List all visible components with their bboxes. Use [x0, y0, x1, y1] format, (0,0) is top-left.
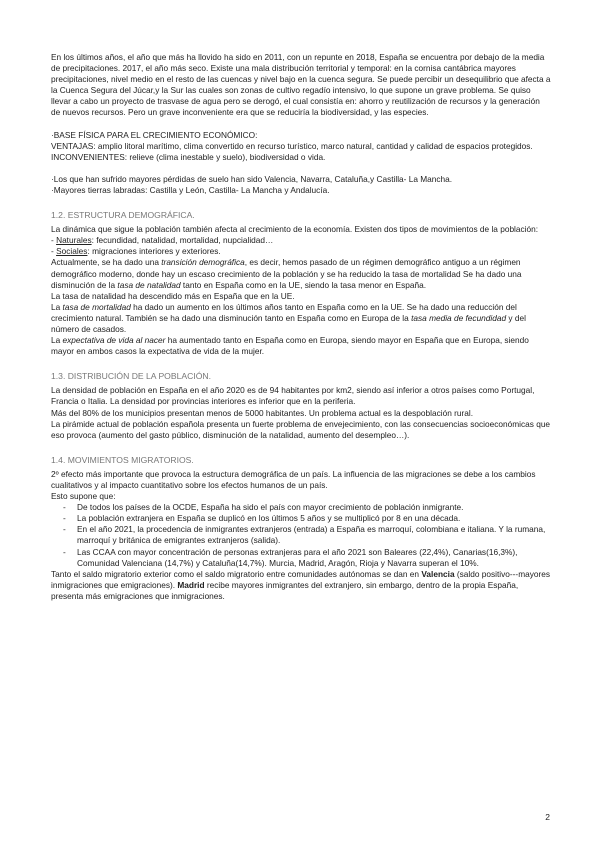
list-item: - En el año 2021, la procedencia de inmigrantes extranjeros (entrada) a España es marroquí, colombiana e italiana. Y la rumana, marroquí y británica de emigrantes extranjeros (salida).: [51, 524, 551, 546]
text-run: recibe mayores inmigrantes del extranjero, sin embargo, dentro de la propia España, presenta más emigraciones que inmigraciones.: [51, 579, 519, 601]
section-1-4-heading: 1.4. MOVIMIENTOS MIGRATORIOS.: [51, 454, 194, 465]
s12-intro: La dinámica que sigue la población también afecta al crecimiento de la economía. Existen dos tipos de movimientos de la población:: [51, 224, 539, 235]
s12-mortalidad: [51, 302, 551, 335]
perdidas-line: ·Los que han sufrido mayores pérdidas de suelo han sido Valencia, Navarra, Cataluña,y Castilla- La Mancha.: [51, 173, 453, 184]
section-1-2-heading: 1.2. ESTRUCTURA DEMOGRÁFICA.: [51, 210, 195, 221]
s12-natalidad: La tasa de natalidad ha descendido más en España que en la UE.: [51, 290, 295, 301]
text-run: tanto en España como en la UE, siendo la tasa menor en España.: [180, 279, 426, 290]
text-run: , es decir, hemos pasado de un régimen demográfico antiguo a un régimen demográfico moderno, donde hay un escaso crecimiento de la población y se ha reducido la tasa de mortalidad Se ha dado una disminución de la: [51, 257, 522, 290]
document-body: [51, 52, 551, 602]
list-item: - De todos los países de la OCDE, España ha sido el país con mayor crecimiento de población inmigrante.: [51, 502, 551, 513]
s13-densidad: La densidad de población en España en el año 2020 es de 94 habitantes por km2, siendo así inferior a otros países como Portugal, Francia o Italia. La densidad por provincias interiores es inferior que en la periferia.: [51, 385, 535, 407]
s13-municipios: Más del 80% de los municipios presentan menos de 5000 habitantes. Un problema actual es la despoblación rural.: [51, 407, 474, 418]
s14-intro: 2º efecto más importante que provoca la estructura demográfica de un país. La influencia de las migraciones se debe a los cambios cualitativos y al impacto cuantitativo sobre los efectos humanos de un país.: [51, 468, 536, 490]
page-number: 2: [545, 812, 550, 822]
bold-term: Madrid: [177, 579, 205, 590]
list-item: - La población extranjera en España se duplicó en los últimos 5 años y se multiplicó por 8 en una década.: [51, 513, 551, 524]
text-run: Actualmente, se ha dado una: [51, 257, 162, 268]
text-run: ha aumentado tanto en España como en Europa, siendo mayor en España que en Europa, siendo mayor en ambos casos la expectativa de vida de la mujer.: [51, 335, 529, 357]
emphasis: expectativa de vida al nacer: [62, 335, 166, 346]
emphasis: transición demográfica: [161, 257, 245, 268]
naturales-text: : fecundidad, natalidad, mortalidad, nupcialidad…: [91, 235, 274, 246]
list-item: - Las CCAA con mayor concentración de personas extranjeras para el año 2021 son Baleares (22,4%), Canarias(16,3%), Comunidad Valenciana (14,7%) y Cataluña(14,7%). Murcia, Madrid, Aragón, Rioja y Navarra superan el 10%.: [51, 547, 551, 569]
migration-list: [51, 502, 551, 569]
sociales-line: - Sociales: migraciones interiores y exteriores.: [51, 246, 221, 257]
text-run: ha dado un aumento en los últimos años tanto en España como en la UE. Se ha dado una reducción del crecimiento natural. También se ha dado una disminución tanto en España como en Europa de la: [51, 301, 517, 323]
emphasis: tasa media de fecundidad: [411, 312, 507, 323]
inconvenientes-line: INCONVENIENTES: relieve (clima inestable y suelo), biodiversidad o vida.: [51, 151, 326, 162]
spacer: [51, 163, 551, 174]
s13-piramide: La pirámide actual de población española presenta un fuerte problema de envejecimiento, con las consecuencias socioeconómicas que eso provoca (aumento del gasto público, disminución de la natalidad, aumento del desempleo…).: [51, 418, 551, 440]
s14-saldo: [51, 569, 551, 602]
emphasis: tasa de natalidad: [117, 279, 181, 290]
text-run: La: [51, 335, 63, 346]
bold-term: Valencia: [421, 568, 455, 579]
sociales-text: : migraciones interiores y exteriores.: [87, 246, 221, 257]
s12-expectativa: [51, 335, 551, 357]
text-run: La: [51, 301, 63, 312]
labradas-line: ·Mayores tierras labradas: Castilla y León, Castilla- La Mancha y Andalucía.: [51, 184, 330, 195]
spacer: [51, 119, 551, 130]
sociales-label: Sociales: [56, 246, 88, 257]
text-run: Tanto el saldo migratorio exterior como el saldo migratorio entre comunidades autónomas se dan en: [51, 568, 422, 579]
ventajas-line: VENTAJAS: amplio litoral marítimo, clima convertido en recurso turístico, marco natural, cantidad y calidad de espacios protegidos.: [51, 140, 533, 151]
s14-supone: Esto supone que:: [51, 491, 116, 502]
text-run: (saldo positivo---mayores inmigraciones que emigraciones).: [51, 568, 551, 590]
naturales-line: - Naturales: fecundidad, natalidad, mortalidad, nupcialidad…: [51, 235, 274, 246]
section-1-3-heading: 1.3. DISTRIBUCIÓN DE LA POBLACIÓN.: [51, 371, 211, 382]
text-run: y del número de casados.: [51, 312, 526, 334]
intro-paragraph: En los últimos años, el año que más ha llovido ha sido en 2011, con un repunte en 2018, España se encuentra por debajo de la media de precipitaciones. 2017, el año más seco. Existe una mala distribución territorial y temporal: en la cornisa cantábrica mayores precipitaciones, nivel medio en el resto de las cuencas y nivel bajo en la cuenca segura. Se puede percibir un desequilibrio que afecta a la Cuenca Segura del Júcar,y la Sur las cuales son zonas de cultivo regadío intensivo, lo que supone un grave problema. Se quiso llevar a cabo un proyecto de trasvase de agua pero se derogó, el cual consistía en: ahorro y reutilización de recursos y la generación de nuevos recursos. Pero un grave inconveniente era que se reduciría la biodiversidad, y las especies.: [51, 52, 551, 118]
emphasis: tasa de mortalidad: [62, 301, 131, 312]
s12-transicion: [51, 257, 551, 290]
base-fisica-title: ·BASE FÍSICA PARA EL CRECIMIENTO ECONÓMICO:: [51, 129, 258, 140]
naturales-label: Naturales: [56, 235, 92, 246]
